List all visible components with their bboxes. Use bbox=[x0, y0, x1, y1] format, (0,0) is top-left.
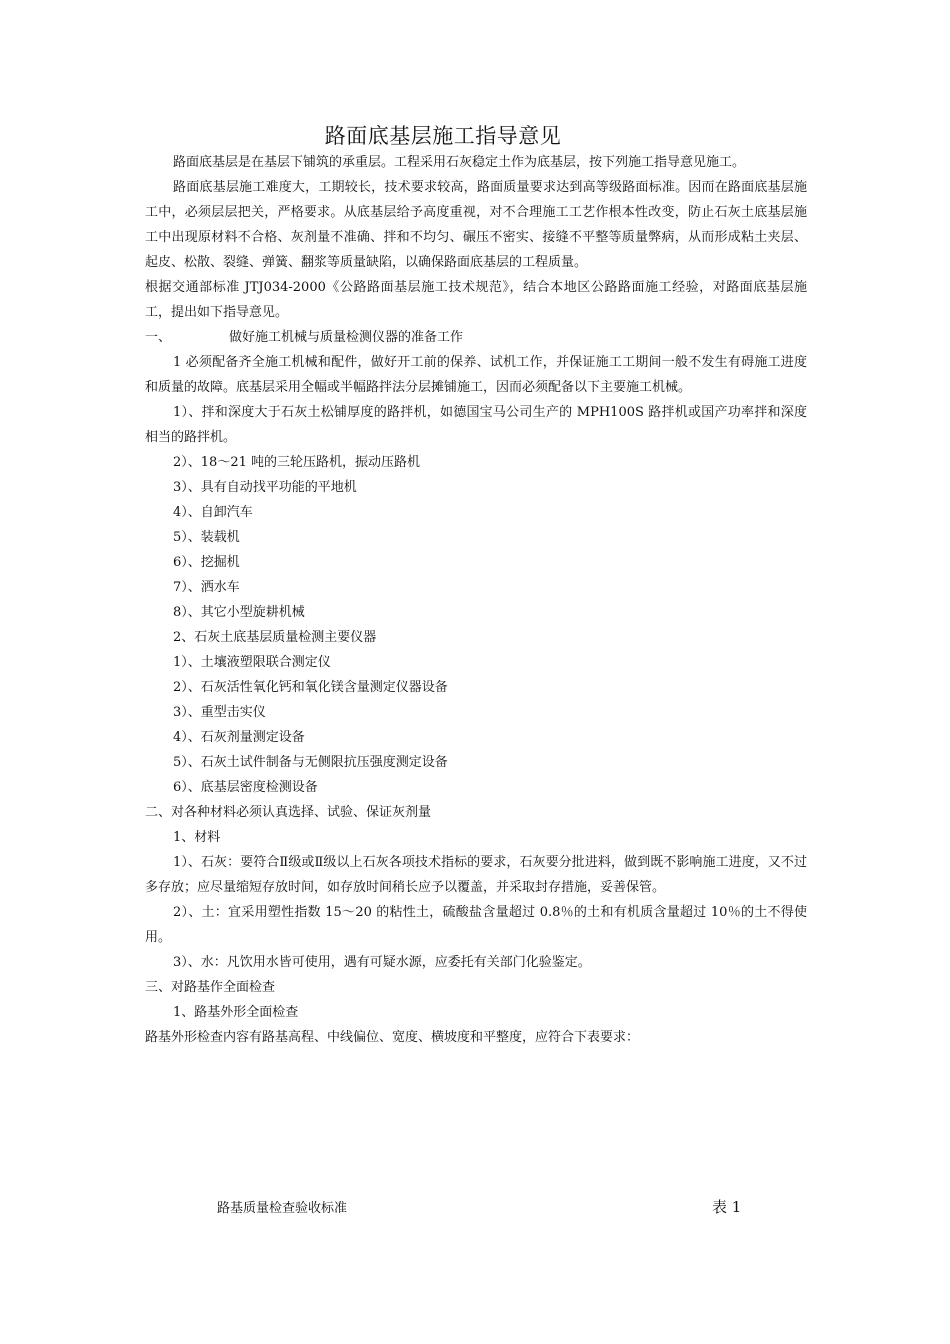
paragraph: 4）、自卸汽车 bbox=[173, 505, 253, 520]
paragraph: 1）、拌和深度大于石灰土松铺厚度的路拌机，如德国宝马公司生产的 MPH100S 路拌机或国产功率拌和深度相当的路拌机。 bbox=[145, 405, 807, 445]
document-title: 路面底基层施工指导意见 bbox=[324, 124, 562, 148]
document-body bbox=[145, 150, 807, 1050]
paragraph: 1）、土壤液塑限联合测定仪 bbox=[173, 655, 331, 670]
paragraph: 路基外形检查内容有路基高程、中线偏位、宽度、横坡度和平整度，应符合下表要求： bbox=[145, 1030, 640, 1045]
section-number: 一、 bbox=[145, 330, 172, 345]
paragraph: 3）、重型击实仪 bbox=[173, 705, 266, 720]
paragraph: 路面底基层是在基层下铺筑的承重层。工程采用石灰稳定土作为底基层，按下列施工指导意见施工。 bbox=[173, 155, 746, 170]
paragraph: 6）、底基层密度检测设备 bbox=[173, 780, 318, 795]
paragraph: 3）、水：凡饮用水皆可使用，遇有可疑水源，应委托有关部门化验鉴定。 bbox=[173, 955, 591, 970]
table-number: 表 1 bbox=[712, 1198, 742, 1216]
paragraph: 1）、石灰：要符合Ⅱ级或Ⅱ级以上石灰各项技术指标的要求，石灰要分批进料，做到既不影响施工进度，又不过多存放；应尽量缩短存放时间，如存放时间稍长应予以覆盖，并采取封存措施，妥善保管。 bbox=[145, 855, 807, 895]
paragraph: 5）、装载机 bbox=[173, 530, 240, 545]
paragraph: 三、对路基作全面检查 bbox=[145, 980, 276, 995]
paragraph: 根据交通部标准 JTJ034-2000《公路路面基层施工技术规范》，结合本地区公路路面施工经验，对路面底基层施工，提出如下指导意见。 bbox=[145, 280, 807, 320]
paragraph: 1、路基外形全面检查 bbox=[173, 1005, 299, 1020]
paragraph: 2）、土：宜采用塑性指数 15～20 的粘性土，硫酸盐含量超过 0.8％的土和有机质含量超过 10％的土不得使用。 bbox=[145, 905, 807, 945]
paragraph: 二、对各种材料必须认真选择、试验、保证灰剂量 bbox=[145, 805, 432, 820]
table-caption: 路基质量检查验收标准 bbox=[217, 1201, 348, 1216]
section-heading bbox=[145, 325, 807, 350]
paragraph: 1 必须配备齐全施工机械和配件，做好开工前的保养、试机工作，并保证施工工期间一般不发生有碍施工进度和质量的故障。底基层采用全幅或半幅路拌法分层摊铺施工，因而必须配备以下主要施工机械。 bbox=[145, 355, 807, 395]
paragraph: 6）、挖掘机 bbox=[173, 555, 240, 570]
paragraph: 3）、具有自动找平功能的平地机 bbox=[173, 480, 357, 495]
paragraph: 1、材料 bbox=[173, 830, 221, 845]
paragraph: 5）、石灰土试件制备与无侧限抗压强度测定设备 bbox=[173, 755, 448, 770]
paragraph: 2）、石灰活性氧化钙和氧化镁含量测定仪器设备 bbox=[173, 680, 448, 695]
paragraph: 8）、其它小型旋耕机械 bbox=[173, 605, 305, 620]
paragraph: 2）、18～21 吨的三轮压路机，振动压路机 bbox=[173, 455, 420, 470]
section-heading-text: 做好施工机械与质量检测仪器的准备工作 bbox=[229, 330, 464, 345]
paragraph: 路面底基层施工难度大，工期较长，技术要求较高，路面质量要求达到高等级路面标准。因而在路面底基层施工中，必须层层把关，严格要求。从底基层给予高度重视，对不合理施工工艺作根本性改变，防止石灰土底基层施工中出现原材料不合格、灰剂量不准确、拌和不均匀、碾压不密实、接缝不平整等质量弊病，从而形成粘土夹层、起皮、松散、裂缝、弹簧、翻浆等质量缺陷，以确保路面底基层的工程质量。 bbox=[145, 180, 807, 270]
paragraph: 2、石灰土底基层质量检测主要仪器 bbox=[173, 630, 377, 645]
paragraph: 4）、石灰剂量测定设备 bbox=[173, 730, 305, 745]
paragraph: 7）、洒水车 bbox=[173, 580, 240, 595]
